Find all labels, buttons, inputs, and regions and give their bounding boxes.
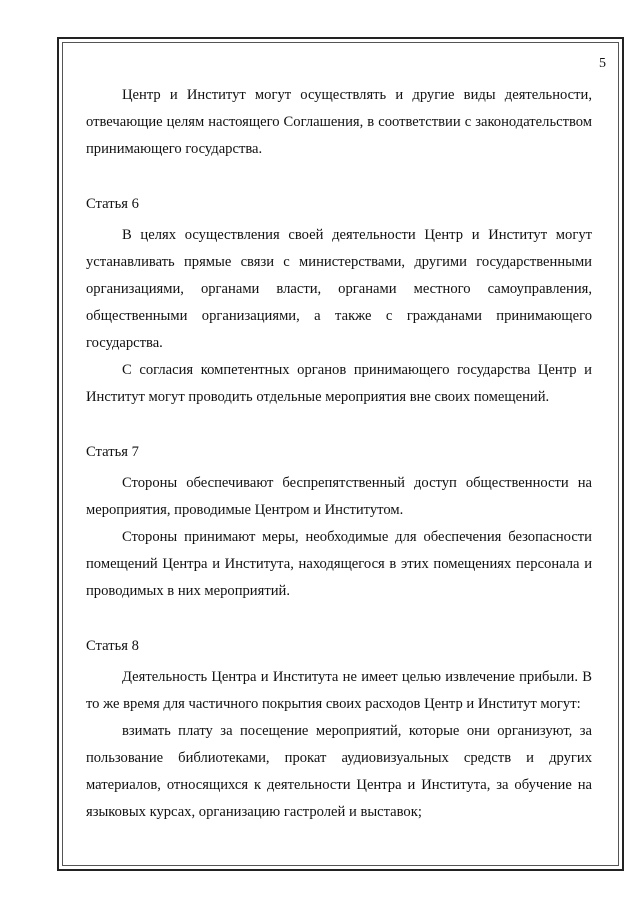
article-6-paragraph-2: С согласия компетентных органов принимающего государства Центр и Институт могут проводить отдельные мероприятия вне своих помещений.	[86, 362, 592, 405]
article-6-paragraph-1: В целях осуществления своей деятельности Центр и Институт могут устанавливать прямые связи с министерствами, другими государственными организациями, органами власти, органами местного самоуправления, общественными организациями, а также с гражданами принимающего государства.	[86, 227, 592, 351]
article-8-title: Статья 8	[86, 638, 139, 654]
intro-paragraph: Центр и Институт могут осуществлять и другие виды деятельности, отвечающие целям настоящего Соглашения, в соответствии с законодательством принимающего государства.	[86, 87, 592, 157]
article-7-paragraph-1: Стороны обеспечивают беспрепятственный доступ общественности на мероприятия, проводимые Центром и Институтом.	[86, 475, 592, 518]
article-6-title: Статья 6	[86, 196, 139, 212]
article-7-paragraph-2: Стороны принимают меры, необходимые для обеспечения безопасности помещений Центра и Института, находящегося в этих помещениях персонала и проводимых в них мероприятий.	[86, 529, 592, 599]
page-number: 5	[599, 56, 606, 71]
document-body	[86, 82, 592, 826]
article-8-paragraph-1: Деятельность Центра и Института не имеет целью извлечение прибыли. В то же время для частичного покрытия своих расходов Центр и Институт могут:	[86, 669, 592, 712]
article-7-title: Статья 7	[86, 444, 139, 460]
article-8-paragraph-2: взимать плату за посещение мероприятий, которые они организуют, за пользование библиотеками, прокат аудиовизуальных средств и других материалов, относящихся к деятельности Центра и Института, за обучение на языковых курсах, организацию гастролей и выставок;	[86, 723, 592, 820]
